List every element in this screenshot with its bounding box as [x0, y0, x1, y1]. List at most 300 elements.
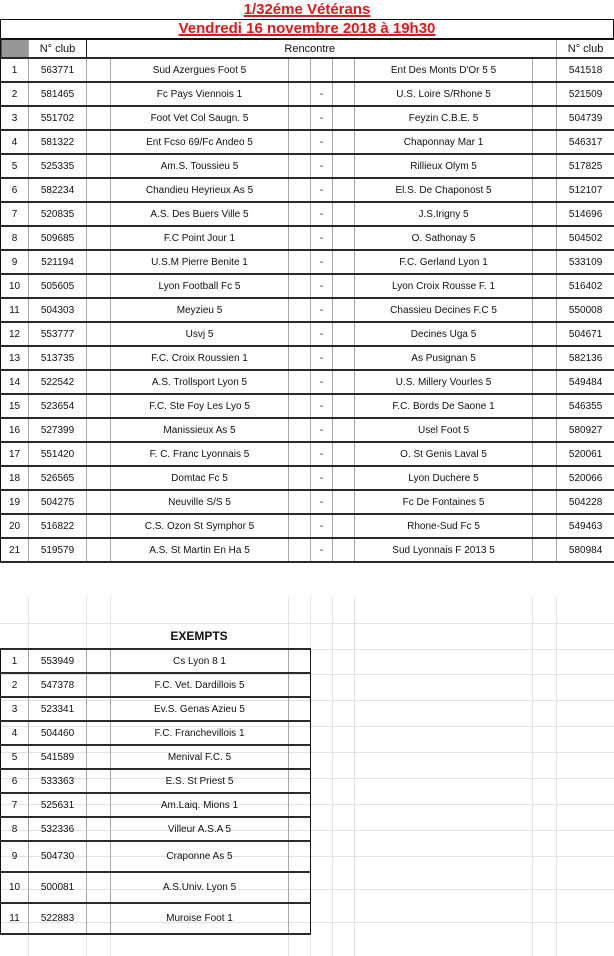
home-club-number: 520835	[29, 202, 87, 226]
blank-cell	[289, 538, 311, 562]
blank-cell	[87, 82, 111, 106]
home-team: Fc Pays Viennois 1	[111, 82, 289, 106]
blank-cell	[87, 202, 111, 226]
blank-cell	[87, 394, 111, 418]
home-team: Lyon Football Fc 5	[111, 274, 289, 298]
home-team: Usvj 5	[111, 322, 289, 346]
home-team: Ent Fcso 69/Fc Andeo 5	[111, 130, 289, 154]
blank-cell	[87, 841, 111, 872]
separator-dash: -	[311, 154, 333, 178]
home-club-number: 516822	[29, 514, 87, 538]
away-team: O. Sathonay 5	[355, 226, 533, 250]
blank-cell	[289, 793, 311, 817]
blank-cell	[333, 538, 355, 562]
home-club-number: 504303	[29, 298, 87, 322]
exempts-title: EXEMPTS	[170, 629, 228, 643]
blank-cell	[289, 178, 311, 202]
home-team: Sud Azergues Foot 5	[111, 58, 289, 82]
away-team: F.C. Bords De Saone 1	[355, 394, 533, 418]
blank-cell	[333, 298, 355, 322]
home-team: F.C Point Jour 1	[111, 226, 289, 250]
blank-cell	[87, 274, 111, 298]
home-club-number: 527399	[29, 418, 87, 442]
table-row	[1, 418, 614, 442]
table-row	[1, 346, 614, 370]
away-club-number: 580984	[557, 538, 614, 562]
away-club-number: 550008	[557, 298, 614, 322]
blank-cell	[87, 514, 111, 538]
blank-cell	[533, 346, 557, 370]
separator-dash: -	[311, 418, 333, 442]
away-team: Fc De Fontaines 5	[355, 490, 533, 514]
blank-cell	[87, 490, 111, 514]
home-team: Meyzieu 5	[111, 298, 289, 322]
blank-cell	[333, 322, 355, 346]
home-team: A.S. Trollsport Lyon 5	[111, 370, 289, 394]
blank-cell	[87, 370, 111, 394]
exempt-team: F.C. Vet. Dardillois 5	[111, 673, 289, 697]
match-number: 20	[1, 514, 29, 538]
home-team: Chandieu Heyrieux As 5	[111, 178, 289, 202]
exempt-number: 11	[1, 903, 29, 934]
blank-cell	[289, 322, 311, 346]
blank-cell	[533, 274, 557, 298]
blank-cell	[87, 226, 111, 250]
exempt-row	[1, 872, 311, 903]
away-team: Usel Foot 5	[355, 418, 533, 442]
home-club-number: 551420	[29, 442, 87, 466]
blank-cell	[333, 466, 355, 490]
separator-dash: -	[311, 130, 333, 154]
away-club-number: 516402	[557, 274, 614, 298]
blank-cell	[87, 106, 111, 130]
blank-cell	[333, 250, 355, 274]
home-team: Neuville S/S 5	[111, 490, 289, 514]
table-row	[1, 274, 614, 298]
blank-cell	[87, 538, 111, 562]
blank-cell	[289, 202, 311, 226]
blank-cell	[533, 154, 557, 178]
table-row	[1, 490, 614, 514]
table-row	[1, 466, 614, 490]
table-row	[1, 514, 614, 538]
blank-cell	[533, 178, 557, 202]
blank-cell	[533, 466, 557, 490]
blank-cell	[289, 745, 311, 769]
away-club-number: 549463	[557, 514, 614, 538]
exempt-row	[1, 841, 311, 872]
exempt-team: Villeur A.S.A 5	[111, 817, 289, 841]
exempt-number: 5	[1, 745, 29, 769]
home-team: C.S. Ozon St Symphor 5	[111, 514, 289, 538]
blank-cell	[87, 58, 111, 82]
blank-cell	[87, 298, 111, 322]
blank-cell	[333, 202, 355, 226]
separator-dash: -	[311, 466, 333, 490]
blank-cell	[87, 649, 111, 673]
blank-cell	[533, 226, 557, 250]
match-number: 2	[1, 82, 29, 106]
away-team: Rhone-Sud Fc 5	[355, 514, 533, 538]
separator-dash	[311, 58, 333, 82]
match-number: 15	[1, 394, 29, 418]
blank-cell	[87, 673, 111, 697]
home-club-number: 581465	[29, 82, 87, 106]
blank-cell	[289, 721, 311, 745]
table-header	[1, 39, 614, 58]
separator-dash: -	[311, 274, 333, 298]
match-number: 19	[1, 490, 29, 514]
table-row	[1, 298, 614, 322]
separator-dash: -	[311, 322, 333, 346]
blank-cell	[333, 442, 355, 466]
home-team: U.S.M Pierre Benite 1	[111, 250, 289, 274]
away-club-number: 520061	[557, 442, 614, 466]
separator-dash: -	[311, 178, 333, 202]
table-row	[1, 58, 614, 82]
match-number: 21	[1, 538, 29, 562]
blank-cell	[289, 274, 311, 298]
blank-cell	[87, 130, 111, 154]
match-number: 4	[1, 130, 29, 154]
away-club-number: 504502	[557, 226, 614, 250]
blank-cell	[289, 466, 311, 490]
away-team: Chassieu Decines F.C 5	[355, 298, 533, 322]
exempt-number: 2	[1, 673, 29, 697]
blank-cell	[533, 202, 557, 226]
blank-cell	[533, 298, 557, 322]
blank-cell	[289, 769, 311, 793]
blank-cell	[289, 298, 311, 322]
blank-cell	[333, 154, 355, 178]
home-club-number: 525335	[29, 154, 87, 178]
blank-cell	[289, 903, 311, 934]
home-club-number: 582234	[29, 178, 87, 202]
exempt-number: 7	[1, 793, 29, 817]
blank-cell	[333, 226, 355, 250]
header-club-no-right: N° club	[557, 39, 614, 58]
match-number: 18	[1, 466, 29, 490]
away-club-number: 546355	[557, 394, 614, 418]
match-number: 13	[1, 346, 29, 370]
home-team: F.C. Ste Foy Les Lyo 5	[111, 394, 289, 418]
matches-table	[0, 38, 614, 563]
blank-cell	[533, 370, 557, 394]
match-number: 6	[1, 178, 29, 202]
table-row	[1, 226, 614, 250]
separator-dash: -	[311, 250, 333, 274]
table-row	[1, 178, 614, 202]
exempt-number: 4	[1, 721, 29, 745]
away-club-number: 582136	[557, 346, 614, 370]
separator-dash: -	[311, 538, 333, 562]
separator-dash: -	[311, 346, 333, 370]
exempt-team: Am.Laiq. Mions 1	[111, 793, 289, 817]
exempt-row	[1, 649, 311, 673]
exempt-club-number: 525631	[29, 793, 87, 817]
blank-cell	[333, 490, 355, 514]
blank-cell	[333, 58, 355, 82]
blank-cell	[289, 82, 311, 106]
away-club-number: 514696	[557, 202, 614, 226]
blank-cell	[333, 130, 355, 154]
away-team: As Pusignan 5	[355, 346, 533, 370]
away-team: Lyon Duchere 5	[355, 466, 533, 490]
blank-cell	[289, 394, 311, 418]
blank-cell	[289, 370, 311, 394]
home-team: Am.S. Toussieu 5	[111, 154, 289, 178]
blank-cell	[533, 514, 557, 538]
exempt-team: A.S.Univ. Lyon 5	[111, 872, 289, 903]
away-club-number: 549484	[557, 370, 614, 394]
exempt-row	[1, 769, 311, 793]
match-number: 11	[1, 298, 29, 322]
exempt-club-number: 523341	[29, 697, 87, 721]
away-club-number: 546317	[557, 130, 614, 154]
match-number: 1	[1, 58, 29, 82]
table-row	[1, 154, 614, 178]
away-team: U.S. Loire S/Rhone 5	[355, 82, 533, 106]
exempt-club-number: 553949	[29, 649, 87, 673]
blank-cell	[533, 538, 557, 562]
blank-cell	[533, 418, 557, 442]
away-team: El.S. De Chaponost 5	[355, 178, 533, 202]
blank-cell	[289, 418, 311, 442]
away-team: Ent Des Monts D'Or 5 5	[355, 58, 533, 82]
exempt-club-number: 504460	[29, 721, 87, 745]
home-club-number: 505605	[29, 274, 87, 298]
blank-cell	[533, 442, 557, 466]
match-number: 16	[1, 418, 29, 442]
blank-cell	[289, 673, 311, 697]
blank-cell	[289, 841, 311, 872]
blank-cell	[87, 769, 111, 793]
table-row	[1, 538, 614, 562]
blank-cell	[533, 130, 557, 154]
home-team: Manissieux As 5	[111, 418, 289, 442]
blank-cell	[87, 154, 111, 178]
exempt-row	[1, 793, 311, 817]
exempt-club-number: 532336	[29, 817, 87, 841]
exempt-row	[1, 697, 311, 721]
exempt-row	[1, 817, 311, 841]
away-team: Chaponnay Mar 1	[355, 130, 533, 154]
table-row	[1, 394, 614, 418]
exempt-row	[1, 745, 311, 769]
blank-cell	[289, 697, 311, 721]
separator-dash: -	[311, 106, 333, 130]
away-club-number: 521509	[557, 82, 614, 106]
exempt-number: 10	[1, 872, 29, 903]
home-club-number: 504275	[29, 490, 87, 514]
blank-cell	[87, 322, 111, 346]
away-club-number: 504671	[557, 322, 614, 346]
blank-cell	[289, 490, 311, 514]
separator-dash: -	[311, 442, 333, 466]
exempt-team: Ev.S. Genas Azieu 5	[111, 697, 289, 721]
blank-cell	[289, 58, 311, 82]
table-row	[1, 202, 614, 226]
table-row	[1, 82, 614, 106]
separator-dash: -	[311, 226, 333, 250]
exempts-table	[0, 648, 311, 935]
away-club-number: 533109	[557, 250, 614, 274]
blank-cell	[289, 817, 311, 841]
separator-dash: -	[311, 514, 333, 538]
exempt-team: E.S. St Priest 5	[111, 769, 289, 793]
blank-cell	[87, 466, 111, 490]
exempt-team: Craponne As 5	[111, 841, 289, 872]
away-club-number: 504739	[557, 106, 614, 130]
exempt-row	[1, 721, 311, 745]
home-club-number: 523654	[29, 394, 87, 418]
exempt-number: 3	[1, 697, 29, 721]
blank-cell	[333, 418, 355, 442]
blank-cell	[289, 154, 311, 178]
blank-cell	[87, 418, 111, 442]
match-number: 5	[1, 154, 29, 178]
separator-dash: -	[311, 370, 333, 394]
page-subtitle: Vendredi 16 novembre 2018 à 19h30	[0, 19, 614, 38]
away-team: Sud Lyonnais F 2013 5	[355, 538, 533, 562]
blank-cell	[87, 903, 111, 934]
home-club-number: 521194	[29, 250, 87, 274]
blank-cell	[533, 250, 557, 274]
blank-cell	[289, 106, 311, 130]
exempt-number: 1	[1, 649, 29, 673]
match-number: 3	[1, 106, 29, 130]
blank-cell	[289, 442, 311, 466]
separator-dash: -	[311, 490, 333, 514]
blank-cell	[333, 178, 355, 202]
away-team: Feyzin C.B.E. 5	[355, 106, 533, 130]
separator-dash: -	[311, 82, 333, 106]
blank-cell	[87, 346, 111, 370]
exempt-club-number: 522883	[29, 903, 87, 934]
home-team: F.C. Croix Roussien 1	[111, 346, 289, 370]
exempt-team: Menival F.C. 5	[111, 745, 289, 769]
away-team: O. St Genis Laval 5	[355, 442, 533, 466]
match-number: 10	[1, 274, 29, 298]
blank-cell	[289, 346, 311, 370]
match-number: 12	[1, 322, 29, 346]
home-club-number: 553777	[29, 322, 87, 346]
blank-cell	[333, 394, 355, 418]
header-club-no-left: N° club	[29, 39, 87, 58]
blank-cell	[533, 394, 557, 418]
away-team: Decines Uga 5	[355, 322, 533, 346]
away-club-number: 520066	[557, 466, 614, 490]
exempt-row	[1, 673, 311, 697]
exempt-club-number: 504730	[29, 841, 87, 872]
exempt-number: 9	[1, 841, 29, 872]
table-row	[1, 442, 614, 466]
exempt-team: Muroise Foot 1	[111, 903, 289, 934]
blank-cell	[289, 514, 311, 538]
away-team: F.C. Gerland Lyon 1	[355, 250, 533, 274]
exempt-row	[1, 903, 311, 934]
header-corner	[1, 39, 29, 58]
home-team: Foot Vet Col Saugn. 5	[111, 106, 289, 130]
blank-cell	[87, 697, 111, 721]
blank-cell	[87, 178, 111, 202]
home-club-number: 519579	[29, 538, 87, 562]
away-club-number: 504228	[557, 490, 614, 514]
table-row	[1, 130, 614, 154]
blank-cell	[87, 721, 111, 745]
home-team: A.S. St Martin En Ha 5	[111, 538, 289, 562]
blank-cell	[533, 490, 557, 514]
blank-cell	[333, 346, 355, 370]
home-club-number: 551702	[29, 106, 87, 130]
exempt-number: 6	[1, 769, 29, 793]
blank-cell	[333, 514, 355, 538]
home-club-number: 526565	[29, 466, 87, 490]
table-row	[1, 106, 614, 130]
blank-cell	[533, 106, 557, 130]
blank-cell	[289, 872, 311, 903]
blank-cell	[289, 226, 311, 250]
blank-cell	[333, 82, 355, 106]
match-number: 17	[1, 442, 29, 466]
home-team: Domtac Fc 5	[111, 466, 289, 490]
match-number: 14	[1, 370, 29, 394]
home-team: A.S. Des Buers Ville 5	[111, 202, 289, 226]
away-team: Lyon Croix Rousse F. 1	[355, 274, 533, 298]
separator-dash: -	[311, 202, 333, 226]
exempt-club-number: 500081	[29, 872, 87, 903]
exempt-team: Cs Lyon 8 1	[111, 649, 289, 673]
match-number: 8	[1, 226, 29, 250]
blank-cell	[87, 250, 111, 274]
blank-cell	[289, 649, 311, 673]
blank-cell	[333, 274, 355, 298]
table-row	[1, 322, 614, 346]
separator-dash: -	[311, 394, 333, 418]
blank-cell	[87, 793, 111, 817]
home-club-number: 509685	[29, 226, 87, 250]
away-club-number: 580927	[557, 418, 614, 442]
away-team: U.S. Millery Vourles 5	[355, 370, 533, 394]
page-title: 1/32éme Vétérans	[243, 1, 371, 18]
home-club-number: 563771	[29, 58, 87, 82]
blank-cell	[87, 745, 111, 769]
blank-cell	[87, 817, 111, 841]
exempt-club-number: 533363	[29, 769, 87, 793]
home-club-number: 513735	[29, 346, 87, 370]
blank-cell	[533, 82, 557, 106]
blank-cell	[87, 872, 111, 903]
blank-cell	[87, 442, 111, 466]
blank-cell	[289, 250, 311, 274]
exempt-number: 8	[1, 817, 29, 841]
away-club-number: 512107	[557, 178, 614, 202]
away-club-number: 541518	[557, 58, 614, 82]
away-club-number: 517825	[557, 154, 614, 178]
away-team: Rillieux Olym 5	[355, 154, 533, 178]
blank-cell	[289, 130, 311, 154]
match-number: 7	[1, 202, 29, 226]
home-club-number: 581322	[29, 130, 87, 154]
exempt-team: F.C. Franchevillois 1	[111, 721, 289, 745]
separator-dash: -	[311, 298, 333, 322]
blank-cell	[533, 322, 557, 346]
blank-cell	[333, 106, 355, 130]
blank-cell	[533, 58, 557, 82]
header-match: Rencontre	[87, 39, 533, 58]
home-club-number: 522542	[29, 370, 87, 394]
blank-cell	[333, 370, 355, 394]
